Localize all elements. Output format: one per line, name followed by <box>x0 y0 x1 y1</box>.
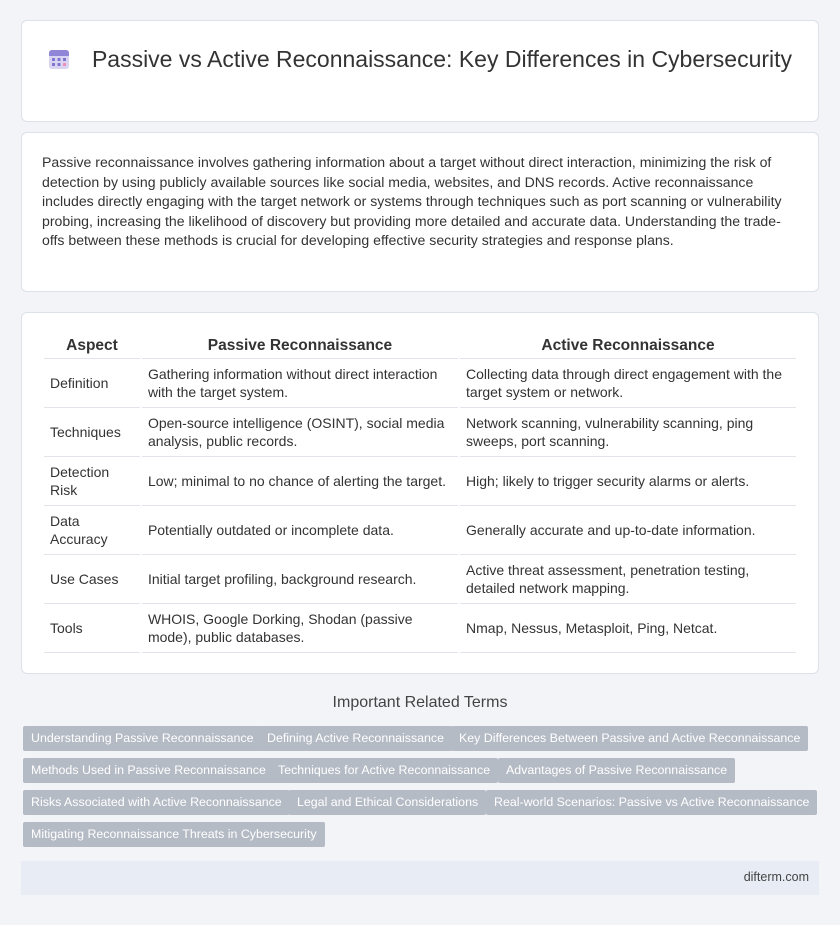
cell-aspect: Tools <box>44 604 140 653</box>
calendar-grid-icon <box>48 48 70 70</box>
cell-passive: Open-source intelligence (OSINT), social media analysis, public records. <box>142 408 458 457</box>
cell-aspect: Data Accuracy <box>44 506 140 555</box>
related-term-tag[interactable]: Techniques for Active Reconnaissance <box>270 758 498 783</box>
cell-aspect: Definition <box>44 359 140 408</box>
table-row <box>44 604 796 653</box>
cell-active: High; likely to trigger security alarms or alerts. <box>460 457 796 506</box>
related-term-tag[interactable]: Advantages of Passive Reconnaissance <box>498 758 735 783</box>
page-title: Passive vs Active Reconnaissance: Key Differences in Cybersecurity <box>91 46 793 72</box>
related-term-tag[interactable]: Key Differences Between Passive and Active Reconnaissance <box>451 726 808 751</box>
intro-paragraph: Passive reconnaissance involves gathering information about a target without direct interaction, minimizing the risk of detection by using publicly available sources like social media, websites, and DNS records. Active reconnaissance includes directly engaging with the target network or systems through techniques such as port scanning or vulnerability probing, increasing the likelihood of discovery but providing more detailed and accurate data. Understanding the trade-offs between these methods is crucial for developing effective security strategies and response plans. <box>42 154 782 249</box>
cell-active: Active threat assessment, penetration testing, detailed network mapping. <box>460 555 796 604</box>
footer <box>21 861 819 895</box>
related-terms-heading: Important Related Terms <box>332 694 508 711</box>
related-term-tag[interactable]: Mitigating Reconnaissance Threats in Cybersecurity <box>23 822 325 847</box>
cell-aspect: Detection Risk <box>44 457 140 506</box>
table-row <box>44 457 796 506</box>
cell-active: Collecting data through direct engagement with the target system or network. <box>460 359 796 408</box>
related-term-tag[interactable]: Methods Used in Passive Reconnaissance <box>23 758 274 783</box>
cell-aspect: Use Cases <box>44 555 140 604</box>
intro-card <box>21 132 819 292</box>
header-active: Active Reconnaissance <box>460 333 796 359</box>
table-row <box>44 506 796 555</box>
related-term-tag[interactable]: Real-world Scenarios: Passive vs Active Reconnaissance <box>486 790 817 815</box>
footer-site-name[interactable]: difterm.com <box>743 870 809 884</box>
title-card <box>21 20 819 122</box>
table-row <box>44 359 796 408</box>
comparison-table-card <box>21 312 819 674</box>
related-term-tag[interactable]: Legal and Ethical Considerations <box>289 790 486 815</box>
cell-passive: WHOIS, Google Dorking, Shodan (passive mode), public databases. <box>142 604 458 653</box>
cell-aspect: Techniques <box>44 408 140 457</box>
related-term-tag[interactable]: Understanding Passive Reconnaissance <box>23 726 261 751</box>
cell-passive: Low; minimal to no chance of alerting the target. <box>142 457 458 506</box>
cell-active: Network scanning, vulnerability scanning, ping sweeps, port scanning. <box>460 408 796 457</box>
header-passive: Passive Reconnaissance <box>142 333 458 359</box>
header-aspect: Aspect <box>44 333 140 359</box>
page-title-wrap <box>22 45 818 74</box>
cell-active: Nmap, Nessus, Metasploit, Ping, Netcat. <box>460 604 796 653</box>
comparison-table <box>42 333 798 653</box>
table-row <box>44 555 796 604</box>
table-row <box>44 408 796 457</box>
cell-passive: Potentially outdated or incomplete data. <box>142 506 458 555</box>
related-term-tag[interactable]: Risks Associated with Active Reconnaissance <box>23 790 290 815</box>
related-term-tag[interactable]: Defining Active Reconnaissance <box>259 726 452 751</box>
cell-passive: Gathering information without direct interaction with the target system. <box>142 359 458 408</box>
table-header-row <box>44 333 796 359</box>
cell-passive: Initial target profiling, background research. <box>142 555 458 604</box>
cell-active: Generally accurate and up-to-date information. <box>460 506 796 555</box>
